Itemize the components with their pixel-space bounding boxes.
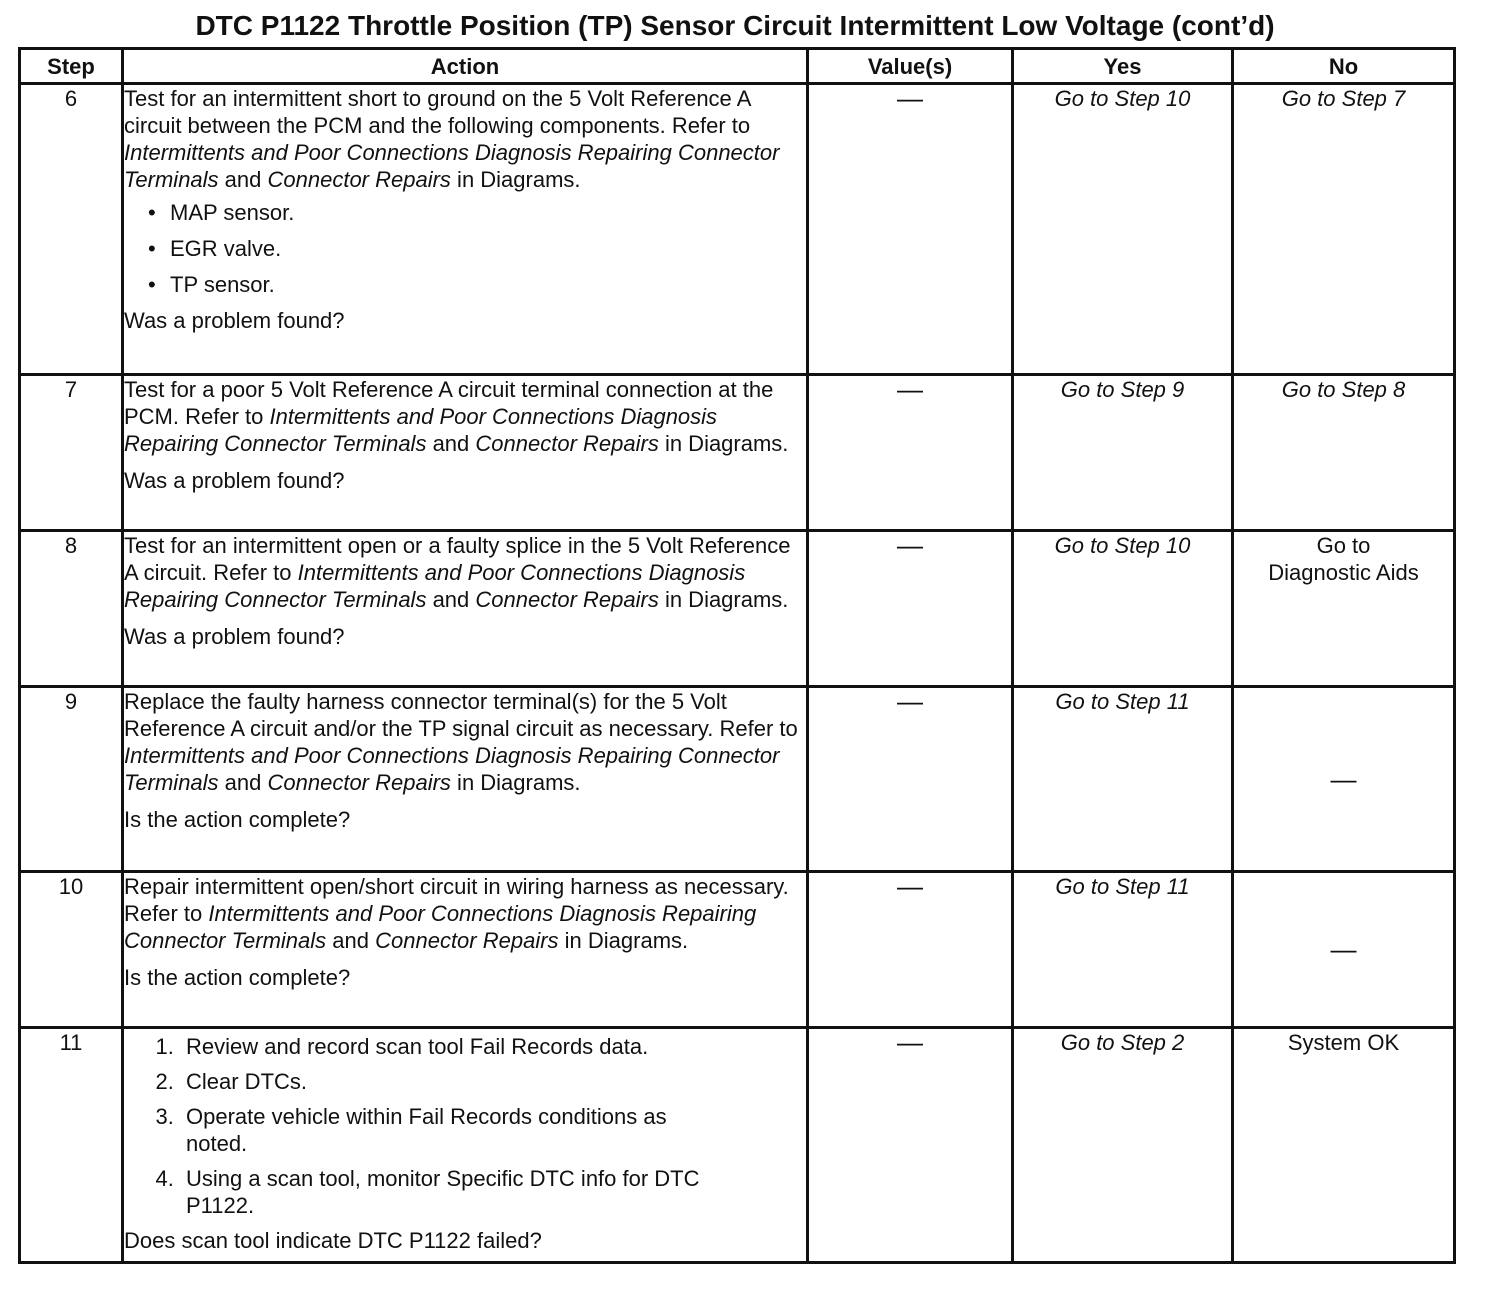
yes-cell: Go to Step 10 [1013, 531, 1233, 687]
header-yes: Yes [1013, 49, 1233, 84]
action-text-plain: and [426, 587, 476, 612]
no-cell [1233, 531, 1455, 687]
action-text-italic: Connector Repairs [375, 928, 559, 953]
action-text [124, 532, 806, 613]
no-cell: Go to Step 7 [1233, 84, 1455, 375]
header-values: Value(s) [808, 49, 1013, 84]
step-number: 6 [20, 84, 123, 375]
action-text-italic: Connector Repairs [267, 167, 451, 192]
action-text [124, 376, 806, 457]
value-cell: — [808, 531, 1013, 687]
value-cell: — [808, 375, 1013, 531]
no-cell: — [1233, 872, 1455, 1028]
header-step: Step [20, 49, 123, 84]
action-text-plain: Test for a poor 5 Volt Reference A circuit terminal connection at the PCM. Refer to [124, 377, 774, 429]
step-number: 10 [20, 872, 123, 1028]
action-text-plain: and [218, 770, 268, 795]
header-row [20, 49, 1455, 84]
action-question: Does scan tool indicate DTC P1122 failed? [124, 1228, 542, 1253]
action-text-plain: and [326, 928, 376, 953]
yes-cell: Go to Step 2 [1013, 1028, 1233, 1263]
action-text-plain: Test for an intermittent open or a faulty splice in the 5 Volt Reference A circuit. Refer to [124, 533, 791, 585]
value-cell: — [808, 872, 1013, 1028]
list-item: • EGR valve. [148, 235, 806, 262]
component-list [124, 199, 806, 298]
header-action: Action [123, 49, 808, 84]
action-question: Is the action complete? [124, 965, 351, 990]
yes-cell: Go to Step 11 [1013, 872, 1233, 1028]
action-text [124, 873, 806, 954]
action-text [124, 688, 806, 796]
yes-cell: Go to Step 11 [1013, 687, 1233, 872]
list-item: • MAP sensor. [148, 199, 806, 226]
table-row [20, 531, 1455, 687]
procedure-list [124, 1033, 806, 1219]
action-text-plain: and [218, 167, 268, 192]
action-text-italic: Connector Repairs [475, 431, 659, 456]
list-item: 2. Clear DTCs. [180, 1068, 806, 1095]
table-row [20, 375, 1455, 531]
no-cell: Go to Step 8 [1233, 375, 1455, 531]
step-number: 9 [20, 687, 123, 872]
action-text-plain: Repair intermittent open/short circuit in wiring harness as necessary. Refer to [124, 874, 789, 926]
action-text-italic: Connector Repairs [267, 770, 451, 795]
table-row [20, 872, 1455, 1028]
action-cell [123, 531, 808, 687]
table-row [20, 84, 1455, 375]
action-text-plain: in Diagrams. [658, 431, 789, 456]
list-item-plain: Using a scan tool, monitor Specific DTC info for DTC P1122. [186, 1166, 700, 1218]
list-item [180, 1165, 806, 1219]
action-text-plain: Test for an intermittent short to ground on the 5 Volt Reference A circuit between the PCM and the following components. Refer to [124, 86, 751, 138]
action-cell [123, 872, 808, 1028]
value-cell: — [808, 687, 1013, 872]
action-cell [123, 375, 808, 531]
list-item: 1. Review and record scan tool Fail Records data. [180, 1033, 806, 1060]
action-text-plain: and [426, 431, 476, 456]
action-question: Was a problem found? [124, 468, 345, 493]
action-text-plain: in Diagrams. [558, 928, 689, 953]
diagnostic-table [18, 47, 1456, 1264]
action-text-italic: Intermittents and Poor Connections Diagnosis Repairing Connector Terminals [124, 901, 757, 953]
action-text-italic: Intermittents and Poor Connections Diagnosis Repairing Connector Terminals [124, 140, 780, 192]
list-item: 3. Operate vehicle within Fail Records conditions as noted. [180, 1103, 806, 1157]
no-cell-line: Diagnostic Aids [1268, 560, 1419, 585]
page-title: DTC P1122 Throttle Position (TP) Sensor Circuit Intermittent Low Voltage (cont’d) [195, 10, 1275, 41]
action-text [124, 85, 806, 193]
action-text-plain: in Diagrams. [450, 770, 581, 795]
list-item: • TP sensor. [148, 271, 806, 298]
action-text-italic: Connector Repairs [475, 587, 659, 612]
yes-cell: Go to Step 10 [1013, 84, 1233, 375]
step-number: 8 [20, 531, 123, 687]
action-text-italic: Intermittents and Poor Connections Diagnosis Repairing Connector Terminals [124, 404, 718, 456]
step-number: 11 [20, 1028, 123, 1263]
action-cell [123, 687, 808, 872]
step-number: 7 [20, 375, 123, 531]
no-cell: — [1233, 687, 1455, 872]
action-question: Is the action complete? [124, 807, 351, 832]
no-cell-line: Go to [1316, 533, 1371, 558]
action-text-plain: in Diagrams. [450, 167, 581, 192]
no-cell: System OK [1233, 1028, 1455, 1263]
value-cell: — [808, 84, 1013, 375]
action-text-plain: Replace the faulty harness connector terminal(s) for the 5 Volt Reference A circuit and/or the TP signal circuit as necessary. Refer to [124, 689, 798, 741]
header-no: No [1233, 49, 1455, 84]
action-question: Was a problem found? [124, 308, 345, 333]
value-cell: — [808, 1028, 1013, 1263]
action-cell [123, 1028, 808, 1263]
table-row [20, 687, 1455, 872]
yes-cell: Go to Step 9 [1013, 375, 1233, 531]
table-row [20, 1028, 1455, 1263]
action-text-italic: Intermittents and Poor Connections Diagnosis Repairing Connector Terminals [124, 560, 746, 612]
action-question: Was a problem found? [124, 624, 345, 649]
action-text-italic: Intermittents and Poor Connections Diagnosis Repairing Connector Terminals [124, 743, 780, 795]
action-cell [123, 84, 808, 375]
action-text-plain: in Diagrams. [658, 587, 789, 612]
